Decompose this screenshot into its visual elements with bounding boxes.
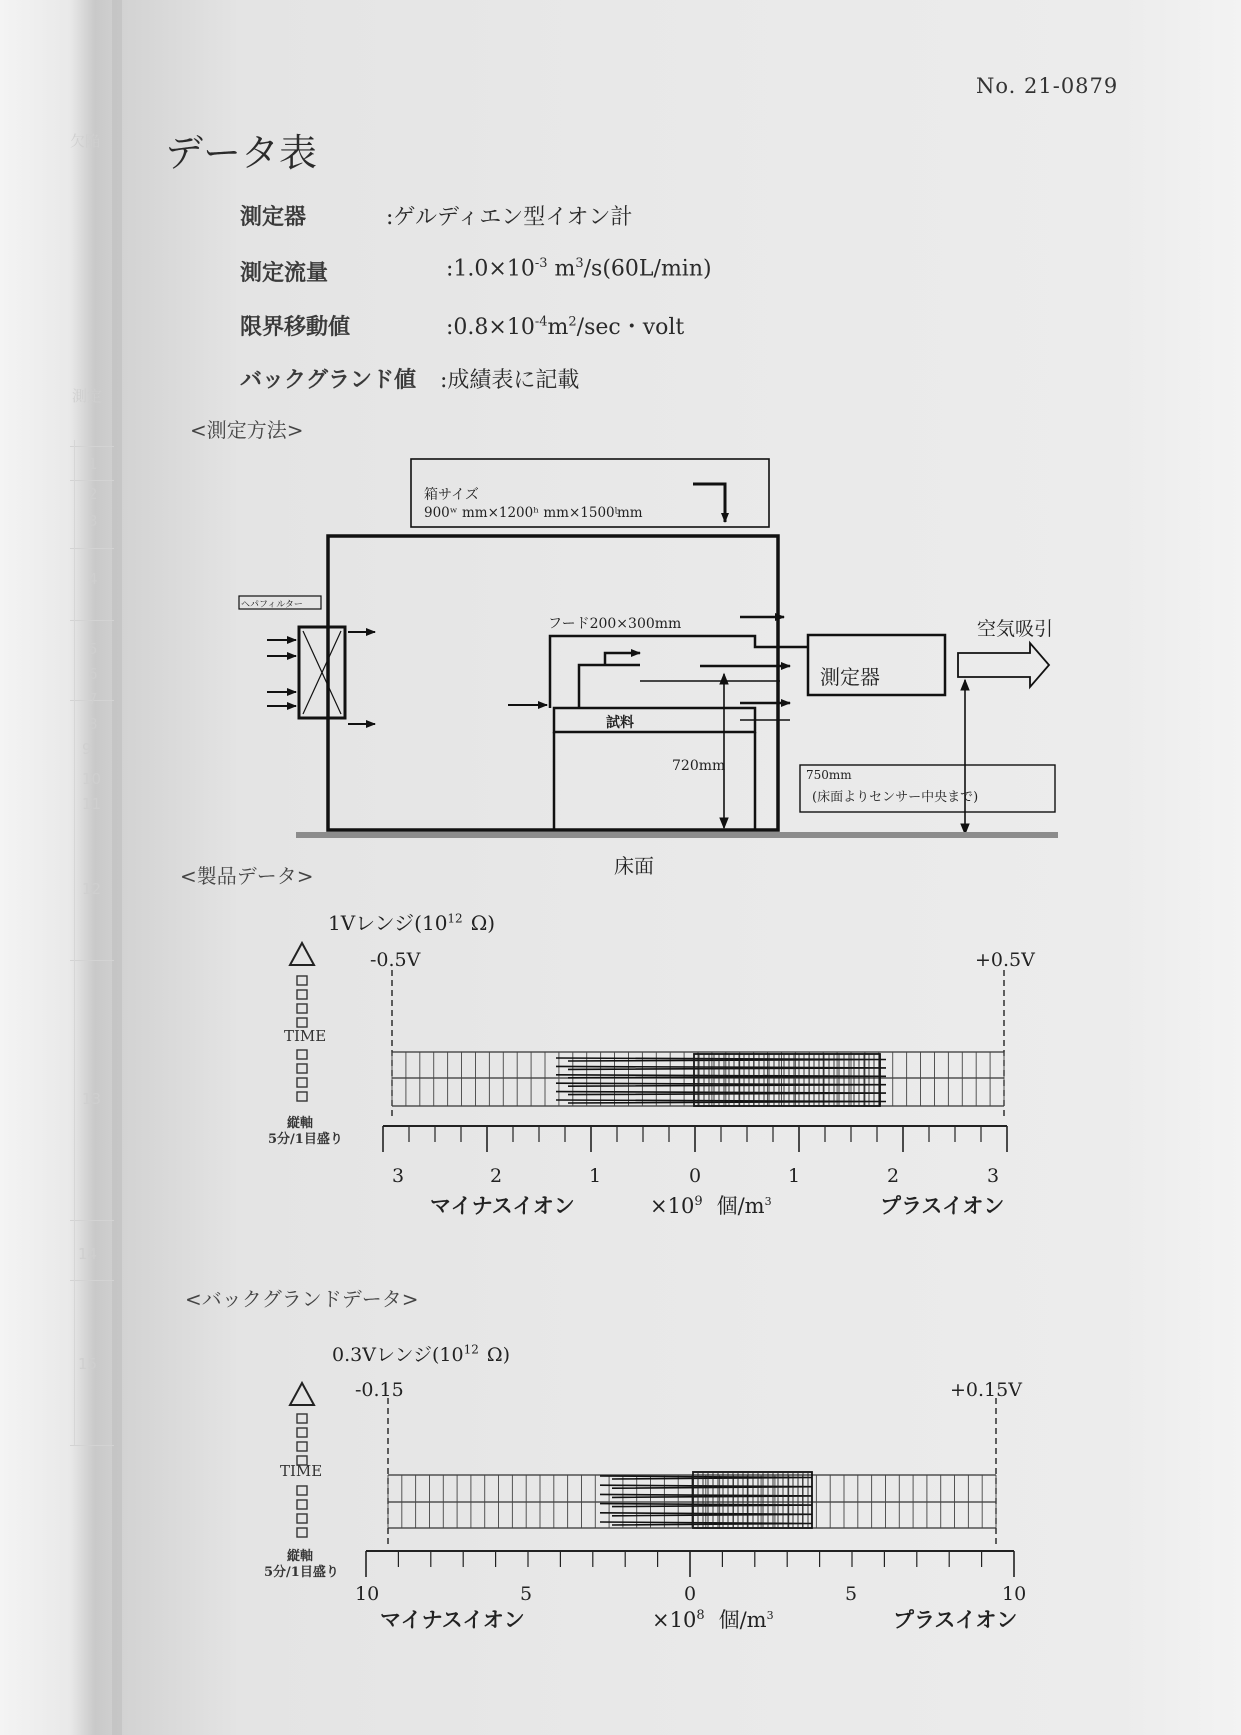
chart2-scale-0: 0 [684, 1583, 697, 1605]
spec-label-background: バックグランド値 [240, 367, 417, 393]
chart1-plus-label: プラスイオン [880, 1193, 1005, 1218]
height-750-label: 750mm [806, 768, 852, 782]
page-title: データ表 [165, 131, 318, 175]
chart1-trace-stroke [556, 1092, 886, 1095]
chart2-time-arrow-icon [290, 1383, 314, 1405]
chart2-scale-5-left: 5 [520, 1583, 533, 1605]
chart2-scale-10-left: 10 [355, 1583, 380, 1605]
flow-rate-base: :1.0×10 [446, 256, 535, 282]
chart2-trace-stroke [600, 1476, 812, 1479]
chart2-trace-stroke [600, 1504, 812, 1507]
chart1-trace-stroke [556, 1066, 886, 1069]
chart2-time-tick [297, 1486, 307, 1495]
chart2-range-unit: Ω) [486, 1344, 511, 1366]
chart1-trace-stroke [556, 1058, 886, 1061]
section-product: <製品データ> [180, 864, 314, 888]
chart1-scale-1-right: 1 [788, 1165, 801, 1187]
spec-label-instrument: 測定器 [240, 204, 307, 230]
chart2-scale-5-right: 5 [845, 1583, 858, 1605]
chart1-minus-label: マイナスイオン [430, 1193, 575, 1218]
bleed-mark: 10 [82, 770, 102, 788]
document-number: No. 21-0879 [976, 74, 1119, 98]
hood-label: フード200×300mm [548, 616, 682, 632]
chart1-unit: 個/m [716, 1194, 765, 1218]
chart1-left-voltage: -0.5V [370, 949, 421, 971]
chart2-trace-stroke [600, 1522, 812, 1525]
chart1-time-tick [297, 1092, 307, 1101]
hepa-filter-label: ヘパフィルター [241, 600, 303, 610]
spec-label-flow-rate: 測定流量 [240, 260, 329, 286]
bleed-mark: 9 [82, 740, 92, 758]
chart1-scale-2-right: 2 [887, 1165, 900, 1187]
chart1-right-voltage: +0.5V [975, 949, 1035, 971]
flow-rate-rest: /s(60L/min) [583, 256, 712, 282]
chart2-range-exp: 12 [463, 1342, 479, 1357]
bleed-mark: 3 [88, 512, 98, 530]
chart1-scale-1-left: 1 [589, 1165, 602, 1187]
chart1-time-tick [297, 1050, 307, 1059]
flow-rate-exp: -3 [534, 256, 548, 271]
mobility-unit: m [547, 315, 569, 340]
chart1-unit-exp: 3 [764, 1195, 772, 1208]
spec-value-background: :成績表に記載 [440, 368, 580, 393]
chart1-time-arrow-icon [290, 943, 314, 965]
bleed-mark: 5 [88, 640, 98, 658]
section-background: <バックグランドデータ> [185, 1287, 419, 1311]
height-720-label: 720mm [672, 758, 726, 774]
chart2-multiplier: ×10 [652, 1608, 697, 1632]
instrument-label: 測定器 [820, 665, 880, 689]
chart2-trace-stroke [600, 1513, 812, 1516]
chart1-time-tick [297, 1078, 307, 1087]
spec-label-mobility: 限界移動値 [240, 314, 351, 340]
bleed-mark: 13 [82, 1090, 102, 1108]
chart1-time-tick [297, 990, 307, 999]
height-750-note: (床面よりセンサー中央まで) [812, 790, 979, 805]
bleed-mark: 8 [88, 715, 98, 733]
chart2-plus-label: プラスイオン [893, 1607, 1018, 1632]
chart1-scale-2-left: 2 [490, 1165, 503, 1187]
spec-value-instrument: :ゲルディエン型イオン計 [386, 205, 633, 230]
chart1-time-tick [297, 1018, 307, 1027]
bleed-mark: 測定 [72, 387, 103, 405]
chart1-time-label: TIME [284, 1027, 327, 1045]
bleed-mark: 12 [82, 880, 102, 898]
bleed-mark: 6 [88, 665, 98, 683]
chart2-unit-exp: 3 [766, 1609, 774, 1622]
chart2-time-tick [297, 1414, 307, 1423]
bleed-mark: 2 [88, 485, 98, 503]
bleed-mark: 欠陥 [70, 132, 101, 150]
chart1-range-unit: Ω) [470, 911, 496, 935]
chart2-time-tick [297, 1456, 307, 1465]
chart1-range-base: 1Vレンジ(10 [328, 911, 448, 935]
floor-label: 床面 [614, 854, 654, 878]
mobility-unit-exp: 2 [568, 314, 577, 330]
chart2-multiplier-exp: 8 [696, 1608, 705, 1623]
chart2-right-voltage: +0.15V [950, 1379, 1022, 1401]
chart1-time-tick [297, 1064, 307, 1073]
chart2-unit: 個/m [718, 1608, 767, 1632]
chart2-time-tick [297, 1528, 307, 1537]
suction-label: 空気吸引 [977, 618, 1054, 640]
section-method: <測定方法> [190, 418, 304, 442]
chart2-time-tick [297, 1428, 307, 1437]
chart2-trace-stroke [600, 1485, 812, 1488]
chart1-range-exp: 12 [447, 911, 463, 926]
box-size-dims: 900ʷ mm×1200ʰ mm×1500ᶩmm [424, 505, 643, 521]
chart2-time-label: TIME [280, 1462, 323, 1480]
mobility-exp: -4 [534, 314, 548, 330]
chart1-multiplier: ×10 [650, 1194, 695, 1218]
flow-rate-unit: m [547, 256, 576, 282]
chart2-axis-note-1: 縦軸 [287, 1549, 314, 1564]
chart2-time-tick [297, 1442, 307, 1451]
chart2-left-voltage: -0.15 [355, 1379, 404, 1401]
chart1-scale-3-right: 3 [987, 1165, 1000, 1187]
box-size-title: 箱サイズ [424, 487, 479, 503]
chart1-trace-stroke [556, 1083, 886, 1086]
bleed-mark: 1 [88, 455, 98, 473]
chart2-time-tick [297, 1500, 307, 1509]
chart1-multiplier-exp: 9 [694, 1194, 703, 1209]
chart1-axis-note-2: 5分/1目盛り [268, 1132, 343, 1147]
chart1-scale-0: 0 [689, 1165, 702, 1187]
sample-label: 試料 [606, 715, 634, 731]
chart2-scale-10-right: 10 [1002, 1583, 1027, 1605]
chart1-trace-stroke [556, 1075, 886, 1078]
flow-rate-unit-exp: 3 [575, 256, 584, 271]
chart2-minus-label: マイナスイオン [380, 1607, 525, 1632]
chart1-time-tick [297, 1004, 307, 1013]
chart1-time-tick [297, 976, 307, 985]
mobility-base: :0.8×10 [446, 315, 535, 340]
chart1-scale-3-left: 3 [392, 1165, 405, 1187]
bleed-mark: 14 [78, 1245, 98, 1263]
chart1-axis-note-1: 縦軸 [287, 1116, 314, 1131]
chart2-trace-block [693, 1472, 812, 1528]
bleed-mark: 15 [78, 1355, 98, 1373]
chart2-range-base: 0.3Vレンジ(10 [332, 1344, 464, 1366]
chart1-trace-block [694, 1054, 880, 1106]
bleed-mark: 11 [82, 795, 102, 813]
mobility-rest: /sec・volt [576, 315, 685, 340]
chart2-axis-note-2: 5分/1目盛り [264, 1565, 339, 1580]
bleed-mark: 7 [88, 690, 98, 708]
chart2-time-tick [297, 1514, 307, 1523]
bleed-mark: 4 [88, 570, 98, 588]
chart1-trace-stroke [556, 1100, 886, 1103]
chart2-trace-stroke [600, 1494, 812, 1497]
